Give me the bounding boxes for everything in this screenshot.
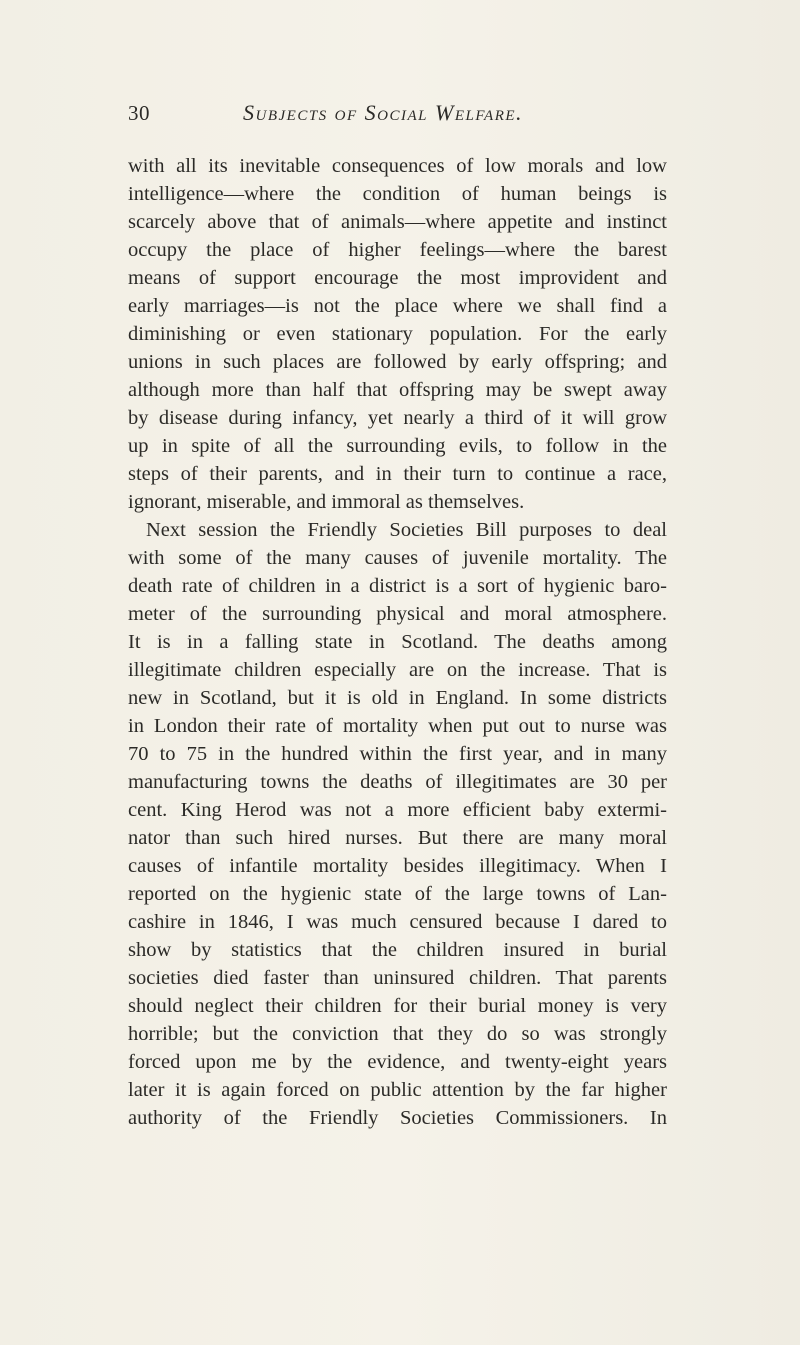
text-line: causes of infantile mortality besides illegitimacy. When I (128, 855, 667, 877)
paragraph-start-line: Next session the Friendly Societies Bill purposes to deal (146, 519, 667, 541)
text-line: new in Scotland, but it is old in England. In some districts (128, 687, 667, 709)
text-line: scarcely above that of animals—where appetite and instinct (128, 211, 667, 233)
text-line: diminishing or even stationary population. For the early (128, 323, 667, 345)
page-header (128, 98, 668, 128)
text-line: horrible; but the conviction that they do so was strongly (128, 1023, 667, 1045)
text-line: steps of their parents, and in their turn to continue a race, (128, 463, 667, 485)
text-line: nator than such hired nurses. But there are many moral (128, 827, 667, 849)
text-line: meter of the surrounding physical and moral atmosphere. (128, 603, 667, 625)
text-line: early marriages—is not the place where we shall find a (128, 295, 667, 317)
text-line: authority of the Friendly Societies Commissioners. In (128, 1107, 667, 1129)
text-line: death rate of children in a district is a sort of hygienic baro- (128, 575, 667, 597)
body-text (128, 152, 667, 1132)
text-line: should neglect their children for their burial money is very (128, 995, 667, 1017)
text-line: with some of the many causes of juvenile mortality. The (128, 547, 667, 569)
text-line: although more than half that offspring may be swept away (128, 379, 667, 401)
text-line: with all its inevitable consequences of low morals and low (128, 155, 667, 177)
text-line: cent. King Herod was not a more efficient baby extermi- (128, 799, 667, 821)
text-line: illegitimate children especially are on the increase. That is (128, 659, 667, 681)
text-line: show by statistics that the children insured in burial (128, 939, 667, 961)
text-line: by disease during infancy, yet nearly a third of it will grow (128, 407, 667, 429)
text-line: occupy the place of higher feelings—where the barest (128, 239, 667, 261)
text-line: later it is again forced on public attention by the far higher (128, 1079, 667, 1101)
text-line: cashire in 1846, I was much censured because I dared to (128, 911, 667, 933)
text-line: 70 to 75 in the hundred within the first year, and in many (128, 743, 667, 765)
text-line: in London their rate of mortality when put out to nurse was (128, 715, 667, 737)
page-number: 30 (128, 101, 150, 125)
text-line: unions in such places are followed by early offspring; and (128, 351, 667, 373)
text-line: forced upon me by the evidence, and twenty-eight years (128, 1051, 667, 1073)
text-line: It is in a falling state in Scotland. The deaths among (128, 631, 667, 653)
text-line: reported on the hygienic state of the large towns of Lan- (128, 883, 667, 905)
text-line: intelligence—where the condition of human beings is (128, 183, 667, 205)
paragraph-end-line: ignorant, miserable, and immoral as themselves. (128, 491, 525, 513)
text-line: means of support encourage the most improvident and (128, 267, 667, 289)
running-title: Subjects of Social Welfare. (243, 100, 524, 125)
text-line: societies died faster than uninsured children. That parents (128, 967, 667, 989)
text-line: manufacturing towns the deaths of illegitimates are 30 per (128, 771, 667, 793)
text-line: up in spite of all the surrounding evils, to follow in the (128, 435, 667, 457)
